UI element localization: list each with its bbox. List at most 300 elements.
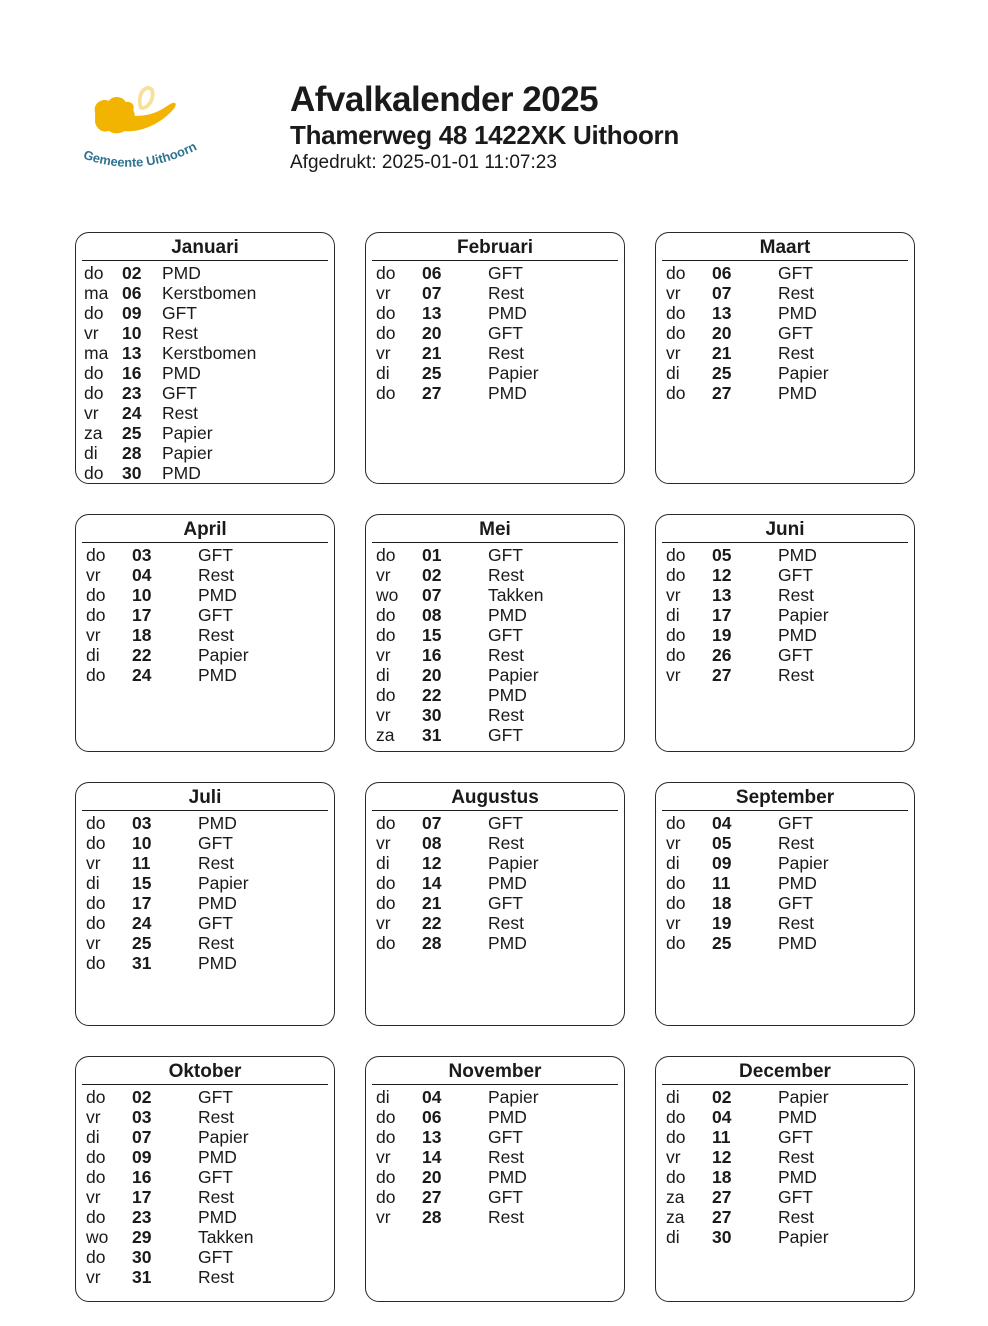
entry-waste-type: Papier [488,853,539,873]
entry-date: 13 [712,303,732,323]
collection-entry [366,853,624,873]
entry-waste-type: Rest [198,933,234,953]
entry-date: 04 [712,1107,732,1127]
entry-day: di [666,605,680,625]
entry-date: 25 [712,933,732,953]
collection-entry [366,323,624,343]
collection-entry [76,383,334,403]
entry-date: 26 [712,645,732,665]
entry-waste-type: GFT [198,605,233,625]
collection-entry [76,545,334,565]
entry-date: 16 [122,363,142,383]
entry-waste-type: GFT [488,725,523,745]
entry-date: 13 [422,303,442,323]
entry-day: do [86,1167,106,1187]
month-entries [76,811,334,973]
month-card [75,1056,335,1302]
collection-entry [366,833,624,853]
entry-date: 28 [422,1207,442,1227]
month-entries [76,1085,334,1287]
month-title: Mei [479,519,511,540]
entry-date: 01 [422,545,442,565]
entry-date: 02 [122,263,142,283]
entry-waste-type: Papier [778,1227,829,1247]
collection-entry [76,283,334,303]
entry-day: do [666,323,686,343]
month-title: Oktober [168,1061,242,1082]
entry-date: 09 [132,1147,152,1167]
entry-day: do [376,383,396,403]
collection-entry [76,1087,334,1107]
entry-date: 11 [712,1127,731,1147]
entry-day: do [666,383,686,403]
entry-waste-type: Rest [488,1207,524,1227]
collection-entry [656,263,914,283]
entry-waste-type: PMD [488,383,527,403]
entry-waste-type: PMD [198,813,237,833]
entry-waste-type: GFT [488,1187,523,1207]
collection-entry [366,1147,624,1167]
entry-waste-type: PMD [198,893,237,913]
entry-date: 30 [132,1247,152,1267]
collection-entry [76,1227,334,1247]
entry-day: wo [376,585,399,605]
collection-entry [76,363,334,383]
entry-day: do [666,1167,686,1187]
entry-date: 27 [712,383,732,403]
entry-day: do [666,1107,686,1127]
entry-day: do [376,933,396,953]
entry-waste-type: Rest [778,913,814,933]
entry-date: 30 [122,463,142,483]
entry-waste-type: Rest [778,1147,814,1167]
entry-day: di [86,1127,100,1147]
entry-day: za [666,1207,685,1227]
entry-date: 06 [422,263,442,283]
entry-day: do [666,565,686,585]
entry-date: 28 [422,933,442,953]
entry-waste-type: GFT [488,625,523,645]
collection-entry [76,625,334,645]
entry-date: 03 [132,1107,152,1127]
collection-entry [656,303,914,323]
entry-waste-type: Papier [778,1087,829,1107]
entry-date: 25 [122,423,142,443]
entry-waste-type: GFT [198,545,233,565]
entry-waste-type: Rest [162,403,198,423]
collection-entry [76,665,334,685]
collection-entry [656,893,914,913]
entry-day: vr [376,283,391,303]
entry-date: 02 [132,1087,152,1107]
entry-date: 18 [712,1167,732,1187]
entry-date: 02 [712,1087,732,1107]
collection-entry [76,833,334,853]
month-card [75,782,335,1026]
collection-entry [76,1107,334,1127]
entry-date: 31 [422,725,442,745]
entry-day: di [86,873,100,893]
collection-entry [76,1207,334,1227]
collection-entry [366,665,624,685]
entry-date: 27 [712,1207,732,1227]
collection-entry [76,263,334,283]
collection-entry [656,1087,914,1107]
entry-date: 30 [422,705,442,725]
collection-entry [366,565,624,585]
entry-waste-type: Rest [198,1187,234,1207]
entry-waste-type: Papier [778,853,829,873]
entry-date: 22 [132,645,152,665]
entry-day: vr [376,565,391,585]
entry-waste-type: GFT [488,893,523,913]
entry-date: 27 [712,1187,732,1207]
entry-day: ma [84,343,109,363]
entry-day: do [666,263,686,283]
entry-date: 20 [712,323,732,343]
entry-date: 03 [132,813,152,833]
entry-date: 24 [132,913,152,933]
entry-day: wo [86,1227,109,1247]
entry-date: 20 [422,323,442,343]
entry-date: 20 [422,665,442,685]
entry-date: 22 [422,913,442,933]
collection-entry [656,283,914,303]
entry-waste-type: Papier [778,363,829,383]
entry-date: 17 [132,893,152,913]
entry-waste-type: PMD [778,933,817,953]
entry-day: do [376,323,396,343]
collection-entry [76,913,334,933]
entry-day: vr [666,1147,681,1167]
entry-day: za [376,725,395,745]
entry-day: ma [84,283,109,303]
collection-entry [366,1127,624,1147]
entry-day: vr [666,833,681,853]
collection-entry [366,705,624,725]
entry-date: 12 [712,565,732,585]
month-title: Februari [456,237,534,258]
entry-date: 12 [712,1147,732,1167]
entry-date: 29 [132,1227,152,1247]
entry-day: vr [376,343,391,363]
entry-day: di [86,645,100,665]
entry-day: vr [84,323,99,343]
entry-day: di [84,443,98,463]
entry-date: 03 [132,545,152,565]
entry-date: 05 [712,545,732,565]
entry-waste-type: PMD [778,1107,817,1127]
collection-entry [656,645,914,665]
entry-date: 10 [132,833,152,853]
collection-entry [366,383,624,403]
collection-entry [656,383,914,403]
collection-entry [656,585,914,605]
entry-waste-type: PMD [198,665,237,685]
entry-waste-type: PMD [198,585,237,605]
month-title: November [448,1061,542,1082]
month-entries [76,543,334,685]
entry-day: do [86,813,106,833]
entry-date: 07 [422,813,442,833]
entry-day: vr [376,913,391,933]
collection-entry [366,725,624,745]
month-entries [366,811,624,953]
entry-waste-type: Takken [488,585,544,605]
entry-day: do [376,625,396,645]
entry-date: 08 [422,605,442,625]
collection-entry [76,873,334,893]
entry-waste-type: GFT [778,263,813,283]
entry-day: do [84,303,104,323]
printed-timestamp: Afgedrukt: 2025-01-01 11:07:23 [290,152,557,173]
collection-entry [76,463,334,483]
entry-day: do [86,913,106,933]
entry-waste-type: Papier [488,1087,539,1107]
entry-waste-type: GFT [488,813,523,833]
entry-date: 20 [422,1167,442,1187]
entry-day: do [376,1127,396,1147]
entry-date: 10 [122,323,142,343]
entry-day: do [376,545,396,565]
collection-entry [366,893,624,913]
month-title: Januari [171,237,239,258]
entry-day: do [86,893,106,913]
entry-date: 13 [122,343,142,363]
entry-day: do [86,1207,106,1227]
collection-entry [76,403,334,423]
entry-day: do [86,833,106,853]
collection-entry [656,813,914,833]
entry-day: do [86,1247,106,1267]
entry-waste-type: Rest [488,283,524,303]
collection-entry [656,1147,914,1167]
collection-entry [76,565,334,585]
entry-date: 15 [422,625,442,645]
month-card [365,1056,625,1302]
entry-waste-type: Papier [488,665,539,685]
entry-waste-type: Papier [488,363,539,383]
entry-day: do [376,605,396,625]
entry-day: vr [376,645,391,665]
collection-entry [656,665,914,685]
entry-date: 04 [132,565,152,585]
entry-date: 09 [712,853,732,873]
entry-date: 30 [712,1227,732,1247]
entry-day: vr [86,1187,101,1207]
entry-day: vr [86,1107,101,1127]
collection-entry [366,1187,624,1207]
entry-day: vr [86,625,101,645]
collection-entry [76,853,334,873]
collection-entry [656,873,914,893]
entry-day: do [376,685,396,705]
entry-day: vr [666,343,681,363]
collection-entry [656,545,914,565]
entry-waste-type: PMD [778,1167,817,1187]
collection-entry [76,1167,334,1187]
entry-date: 23 [132,1207,152,1227]
entry-date: 07 [132,1127,152,1147]
collection-entry [656,833,914,853]
entry-waste-type: GFT [198,1167,233,1187]
entry-waste-type: PMD [162,363,201,383]
collection-entry [76,953,334,973]
entry-date: 08 [422,833,442,853]
entry-waste-type: GFT [778,893,813,913]
entry-waste-type: PMD [488,1167,527,1187]
entry-waste-type: PMD [778,625,817,645]
entry-date: 02 [422,565,442,585]
collection-entry [366,625,624,645]
entry-waste-type: PMD [488,685,527,705]
collection-entry [366,343,624,363]
entry-date: 05 [712,833,732,853]
collection-entry [656,1207,914,1227]
entry-waste-type: Rest [488,343,524,363]
entry-date: 27 [422,1187,442,1207]
entry-waste-type: PMD [488,873,527,893]
month-entries [656,1085,914,1247]
entry-waste-type: Kerstbomen [162,283,257,303]
collection-entry [366,363,624,383]
collection-entry [656,363,914,383]
entry-day: do [666,873,686,893]
month-title: September [735,787,835,808]
collection-entry [366,585,624,605]
entry-date: 17 [132,1187,152,1207]
entry-day: do [666,813,686,833]
entry-day: do [86,665,106,685]
entry-date: 23 [122,383,142,403]
month-entries [366,261,624,403]
entry-waste-type: GFT [488,263,523,283]
entry-day: do [376,303,396,323]
collection-entry [76,1187,334,1207]
month-card [655,782,915,1026]
entry-day: do [376,873,396,893]
month-entries [656,543,914,685]
month-card [365,514,625,752]
entry-waste-type: Rest [778,283,814,303]
page-title: Afvalkalender 2025 [290,80,599,119]
entry-waste-type: Rest [488,833,524,853]
collection-entry [76,443,334,463]
entry-date: 19 [712,625,732,645]
entry-date: 10 [132,585,152,605]
entry-date: 24 [132,665,152,685]
entry-day: vr [376,1207,391,1227]
collection-entry [76,893,334,913]
entry-date: 06 [122,283,142,303]
collection-entry [76,323,334,343]
entry-day: do [666,1127,686,1147]
month-card [365,782,625,1026]
collection-entry [366,1167,624,1187]
entry-day: do [666,303,686,323]
entry-day: vr [84,403,99,423]
entry-waste-type: PMD [162,463,201,483]
collection-entry [656,1107,914,1127]
entry-waste-type: Rest [198,1107,234,1127]
entry-waste-type: GFT [488,545,523,565]
entry-waste-type: Papier [162,443,213,463]
entry-date: 06 [422,1107,442,1127]
month-card [655,1056,915,1302]
entry-waste-type: PMD [198,953,237,973]
month-entries [656,261,914,403]
entry-waste-type: PMD [198,1207,237,1227]
month-card [75,514,335,752]
entry-date: 07 [422,283,442,303]
entry-waste-type: PMD [778,303,817,323]
entry-day: do [84,383,104,403]
entry-waste-type: Kerstbomen [162,343,257,363]
collection-entry [76,1147,334,1167]
entry-waste-type: Rest [162,323,198,343]
collection-entry [366,303,624,323]
entry-waste-type: PMD [778,545,817,565]
collection-entry [76,303,334,323]
collection-entry [656,1167,914,1187]
entry-waste-type: PMD [488,1107,527,1127]
collection-entry [656,323,914,343]
entry-day: di [376,853,390,873]
entry-date: 18 [712,893,732,913]
entry-day: di [666,853,680,873]
entry-waste-type: Rest [778,1207,814,1227]
entry-day: do [666,625,686,645]
entry-day: do [84,263,104,283]
collection-entry [76,605,334,625]
entry-date: 11 [132,853,151,873]
collection-entry [366,1207,624,1227]
entry-date: 31 [132,1267,152,1287]
month-card [365,232,625,484]
collection-entry [366,1087,624,1107]
entry-date: 04 [712,813,732,833]
title-block [290,80,679,174]
collection-entry [656,565,914,585]
entry-waste-type: PMD [488,933,527,953]
collection-entry [366,545,624,565]
logo-wordmark: Gemeente Uithoorn [81,138,199,170]
entry-date: 16 [132,1167,152,1187]
entry-waste-type: Rest [778,585,814,605]
collection-entry [366,605,624,625]
entry-date: 12 [422,853,442,873]
entry-waste-type: Papier [778,605,829,625]
entry-date: 04 [422,1087,442,1107]
entry-date: 21 [712,343,732,363]
entry-waste-type: GFT [198,833,233,853]
entry-waste-type: Papier [198,873,249,893]
entry-day: do [84,363,104,383]
month-entries [656,811,914,953]
entry-day: do [86,545,106,565]
entry-day: do [376,893,396,913]
entry-day: vr [86,853,101,873]
entry-waste-type: Rest [488,645,524,665]
entry-waste-type: Papier [198,645,249,665]
collection-entry [76,813,334,833]
entry-day: do [86,1147,106,1167]
entry-day: vr [86,933,101,953]
entry-day: di [666,1087,680,1107]
entry-day: vr [376,833,391,853]
entry-date: 28 [122,443,142,463]
entry-waste-type: Rest [198,1267,234,1287]
